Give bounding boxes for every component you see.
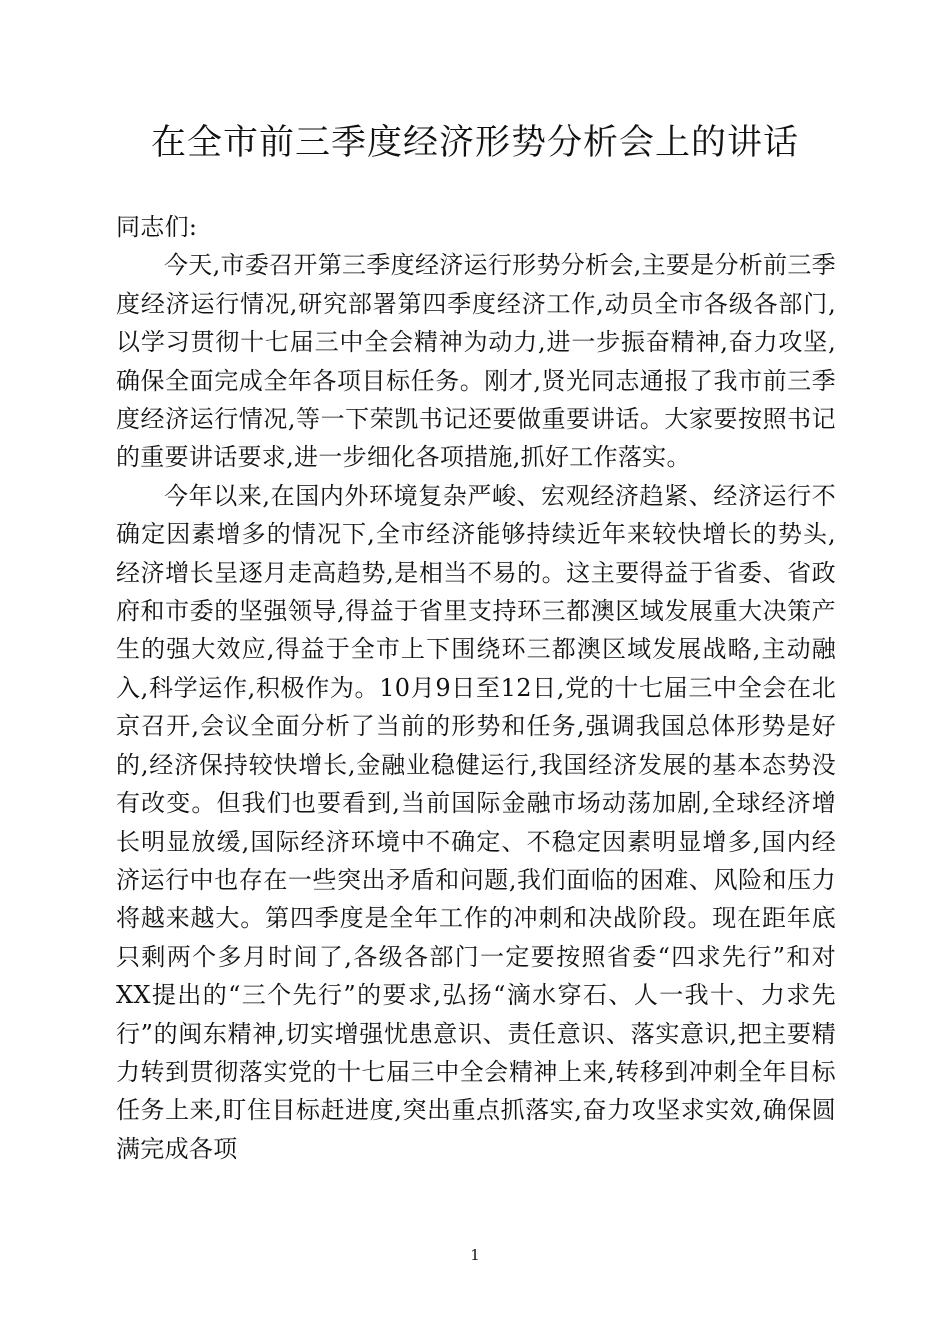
page-number: 1: [470, 1246, 480, 1264]
paragraph-2: 今年以来,在国内外环境复杂严峻、宏观经济趋紧、经济运行不确定因素增多的情况下,全市经济能够持续近年来较快增长的势头,经济增长呈逐月走高趋势,是相当不易的。这主要得益于省委、省政府和市委的坚强领导,得益于省里支持环三都澳区域发展重大决策产生的强大效应,得益于全市上下围绕环三都澳区域发展战略,主动融入,科学运作,积极作为。10月9日至12日,党的十七届三中全会在北京召开,会议全面分析了当前的形势和任务,强调我国总体形势是好的,经济保持较快增长,金融业稳健运行,我国经济发展的基本态势没有改变。但我们也要看到,当前国际金融市场动荡加剧,全球经济增长明显放缓,国际经济环境中不确定、不稳定因素明显增多,国内经济运行中也存在一些突出矛盾和问题,我们面临的困难、风险和压力将越来越大。第四季度是全年工作的冲刺和决战阶段。现在距年底只剩两个多月时间了,各级各部门一定要按照省委“四求先行”和对XX提出的“三个先行”的要求,弘扬“滴水穿石、人一我十、力求先行”的闽东精神,切实增强忧患意识、责任意识、落实意识,把主要精力转到贯彻落实党的十七届三中全会精神上来,转移到冲刺全年目标任务上来,盯住目标赶进度,突出重点抓落实,奋力攻坚求实效,确保圆满完成各项: [116, 481, 836, 1163]
document-title: 在全市前三季度经济形势分析会上的讲话: [150, 123, 799, 163]
document-body: [116, 208, 836, 1168]
paragraph-1: 今天,市委召开第三季度经济运行形势分析会,主要是分析前三季度经济运行情况,研究部署第四季度经济工作,动员全市各级各部门,以学习贯彻十七届三中全会精神为动力,进一步振奋精神,奋力攻坚,确保全面完成全年各项目标任务。刚才,贤光同志通报了我市前三季度经济运行情况,等一下荣凯书记还要做重要讲话。大家要按照书记的重要讲话要求,进一步细化各项措施,抓好工作落实。: [116, 251, 836, 472]
salutation: 同志们:: [116, 213, 198, 241]
